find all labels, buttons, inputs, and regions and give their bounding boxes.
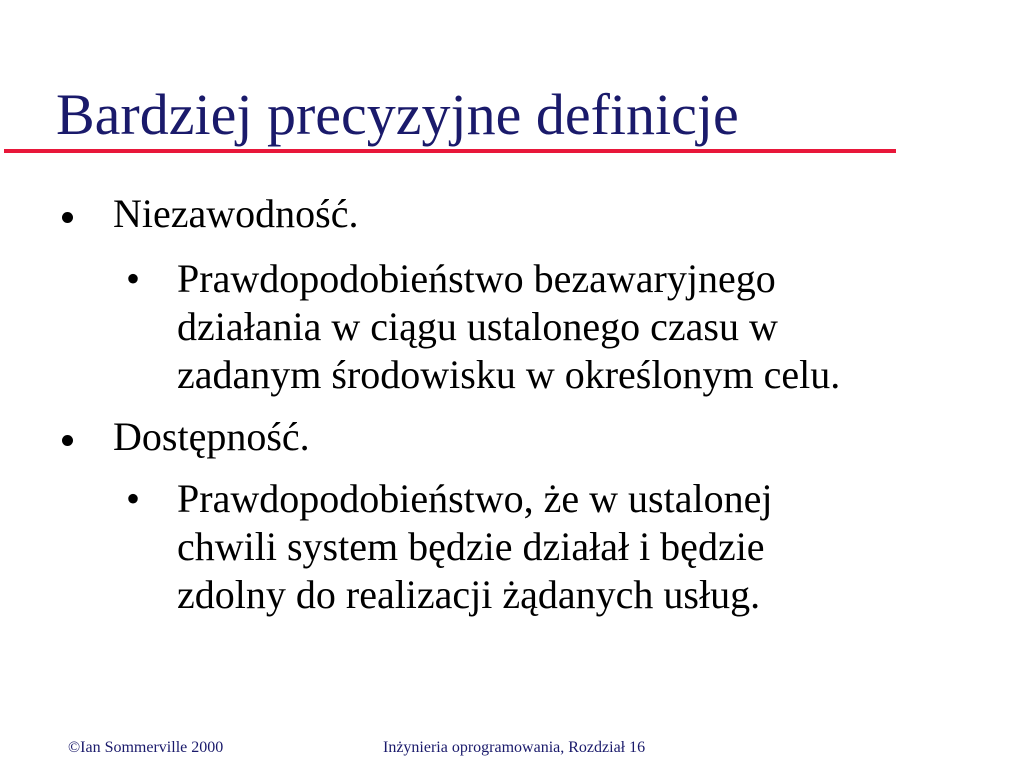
sub-bullet-text-1: Prawdopodobieństwo bezawaryjnego działania w ciągu ustalonego czasu w zadanym środowisku w określonym celu.: [177, 256, 841, 397]
footer-copyright: ©Ian Sommerville 2000: [68, 739, 224, 756]
bullet-dot-icon: [60, 210, 76, 226]
bullet-heading-2: Dostępność.: [113, 414, 310, 459]
sub-bullet-1: •: [126, 256, 141, 301]
bullet-heading-1: Niezawodność.: [113, 191, 359, 236]
sub-bullet-2: •: [126, 476, 141, 521]
footer-course-title: Inżynieria oprogramowania, Rozdział 16: [383, 739, 646, 756]
bullet-dot-icon: [60, 433, 76, 449]
sub-bullet-text-2: Prawdopodobieństwo, że w ustalonej chwili system będzie działał i będzie zdolny do realizacji żądanych usług.: [177, 476, 773, 617]
slide-title: Bardziej precyzyjne definicje: [56, 82, 739, 147]
title-underline: [4, 149, 896, 153]
